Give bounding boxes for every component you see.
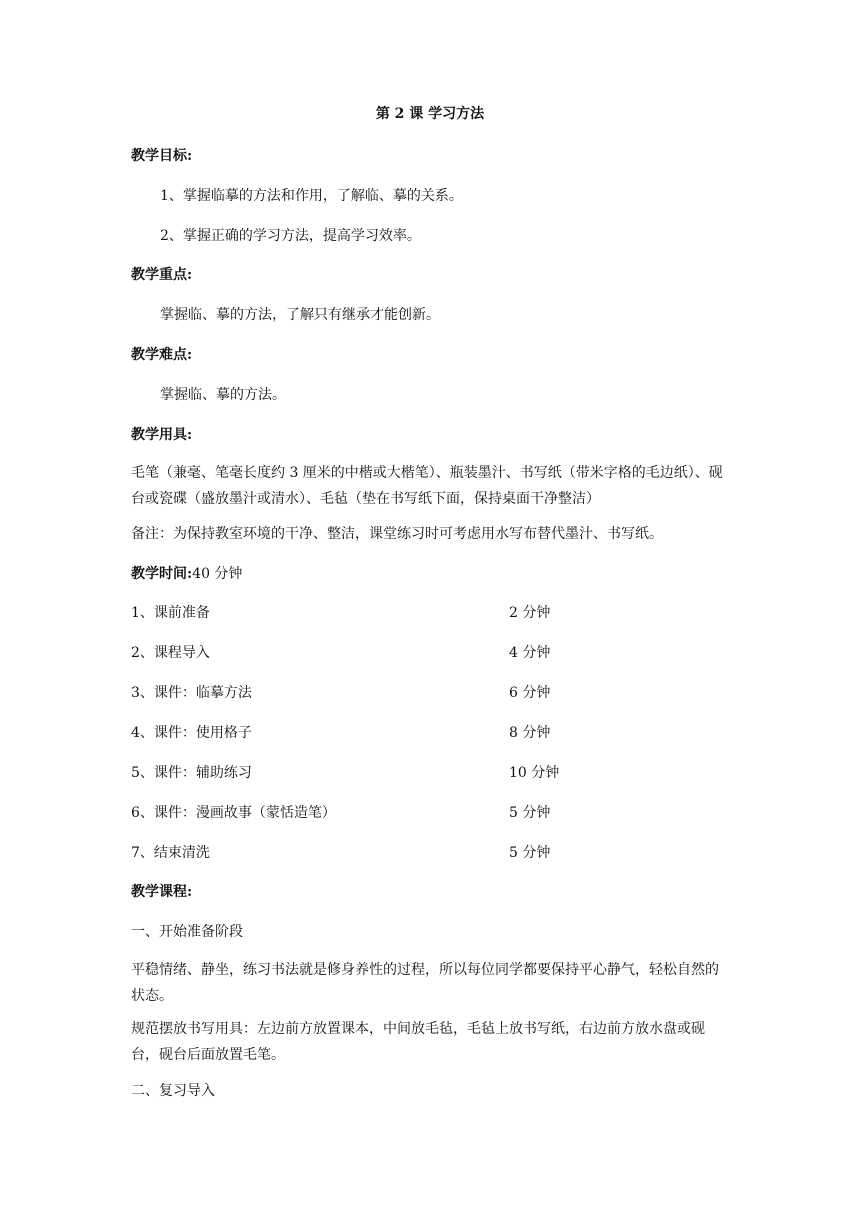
keypoint-text: 掌握临、摹的方法，了解只有继承才能创新。	[160, 307, 440, 323]
schedule-row	[131, 723, 731, 743]
schedule-item-name: 1、课前准备	[131, 605, 210, 621]
section-1-heading: 一、开始准备阶段	[131, 924, 243, 940]
schedule-row	[131, 843, 731, 863]
schedule-row	[131, 803, 731, 823]
tools-text: 毛笔（兼毫、笔毫长度约 3 厘米的中楷或大楷笔）、瓶装墨汁、书写纸（带米字格的毛边纸）、砚台或瓷碟（盛放墨汁或清水）、毛毡（垫在书写纸下面，保持桌面干净整洁）	[131, 465, 723, 507]
schedule-item-name: 7、结束清洗	[131, 845, 210, 861]
schedule-item-time: 4 分钟	[509, 645, 551, 661]
schedule-item-time: 2 分钟	[509, 605, 551, 621]
time-heading: 教学时间:	[131, 566, 193, 582]
schedule-item-name: 2、课程导入	[131, 645, 210, 661]
time-line	[131, 564, 242, 584]
section-1-paragraph-1: 平稳情绪、静坐，练习书法就是修身养性的过程，所以每位同学都要保持平心静气，轻松自然的状态。	[131, 962, 719, 1004]
objectives-heading: 教学目标:	[131, 148, 193, 164]
tools-heading: 教学用具:	[131, 427, 193, 443]
schedule-row	[131, 683, 731, 703]
schedule-item-name: 3、课件：临摹方法	[131, 685, 252, 701]
schedule-item-time: 10 分钟	[509, 765, 560, 781]
keypoint-heading: 教学重点:	[131, 267, 193, 283]
time-total: 40 分钟	[192, 566, 243, 582]
schedule-item-name: 6、课件：漫画故事（蒙恬造笔）	[131, 805, 336, 821]
schedule-item-time: 8 分钟	[509, 725, 551, 741]
section-1-paragraph-2: 规范摆放书写用具：左边前方放置课本，中间放毛毡，毛毡上放书写纸，右边前方放水盘或砚台，砚台后面放置毛笔。	[131, 1021, 705, 1063]
schedule-item-name: 4、课件：使用格子	[131, 725, 252, 741]
schedule-item-time: 5 分钟	[509, 845, 551, 861]
difficulty-text: 掌握临、摹的方法。	[160, 387, 286, 403]
schedule-item-time: 5 分钟	[509, 805, 551, 821]
note-text: 备注：为保持教室环境的干净、整洁，课堂练习时可考虑用水写布替代墨汁、书写纸。	[131, 526, 663, 542]
difficulty-heading: 教学难点:	[131, 347, 193, 363]
schedule-item-time: 6 分钟	[509, 685, 551, 701]
course-heading: 教学课程:	[131, 884, 193, 900]
section-2-heading: 二、复习导入	[131, 1083, 215, 1099]
schedule-row	[131, 763, 731, 783]
objective-1: 1、掌握临摹的方法和作用，了解临、摹的关系。	[160, 188, 463, 204]
schedule-row	[131, 603, 731, 623]
objective-2: 2、掌握正确的学习方法，提高学习效率。	[160, 228, 421, 244]
schedule-row	[131, 643, 731, 663]
lesson-title: 第 2 课 学习方法	[375, 106, 485, 122]
schedule-item-name: 5、课件：辅助练习	[131, 765, 252, 781]
